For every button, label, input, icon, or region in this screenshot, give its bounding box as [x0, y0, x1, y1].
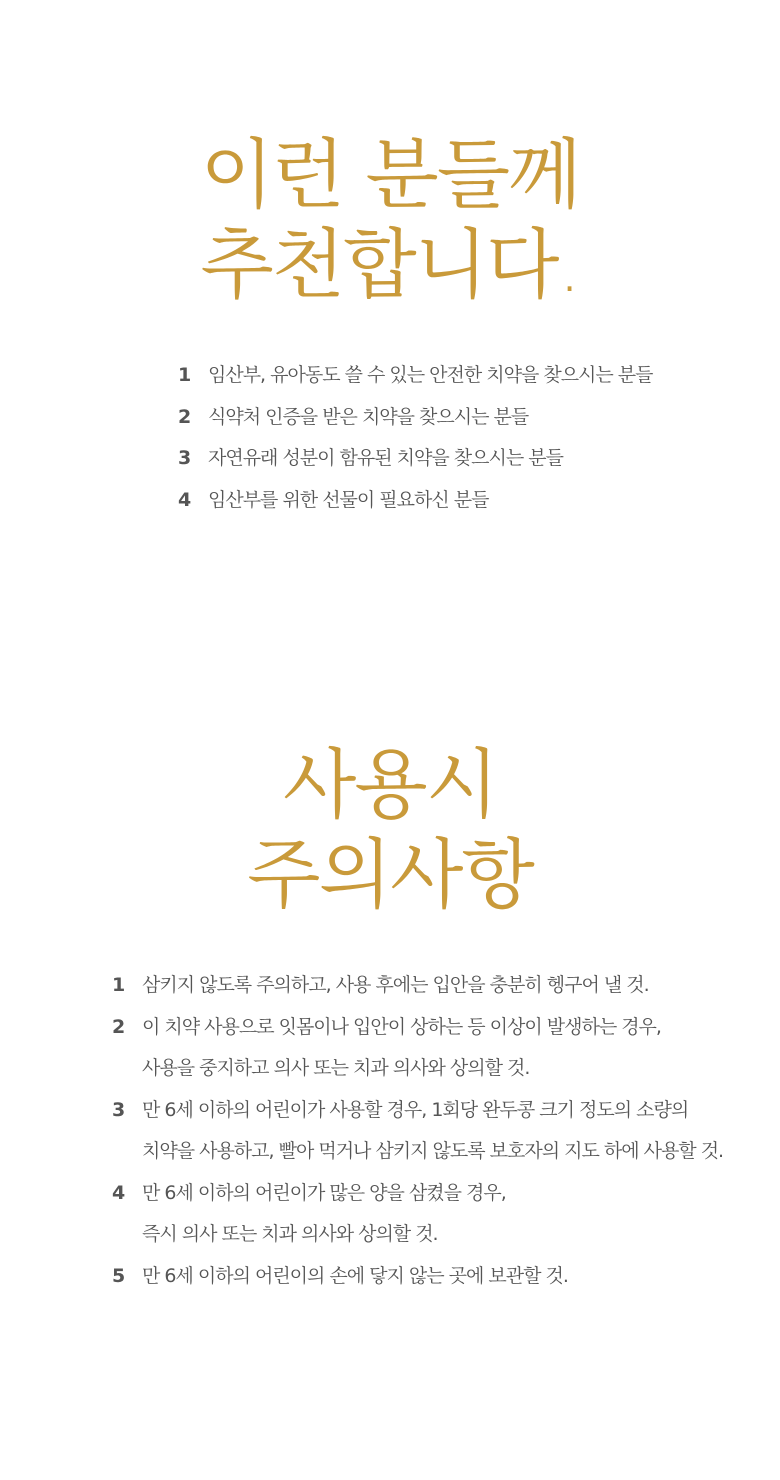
list-item	[178, 438, 738, 480]
caution-title-line: 주의사항	[247, 830, 533, 919]
item-text-line: 식약처 인증을 받은 치약을 찾으시는 분들	[208, 405, 529, 428]
item-number: 3	[178, 447, 191, 469]
list-item	[112, 1007, 762, 1090]
recommend-list	[178, 355, 738, 521]
item-text	[142, 1256, 762, 1298]
list-item	[178, 397, 738, 439]
item-text-line: 만 6세 이하의 어린이의 손에 닿지 않는 곳에 보관할 것.	[142, 1264, 568, 1287]
list-item	[178, 355, 738, 397]
item-number: 3	[112, 1098, 125, 1121]
item-number: 5	[112, 1264, 125, 1287]
list-item	[112, 1256, 762, 1298]
item-number: 2	[178, 405, 191, 428]
recommend-title-line: 추천합니다.	[200, 220, 580, 309]
item-text-line: 자연유래 성분이 함유된 치약을 찾으시는 분들	[208, 447, 563, 469]
list-item	[112, 965, 762, 1007]
item-text-line: 삼키지 않도록 주의하고, 사용 후에는 입안을 충분히 헹구어 낼 것.	[142, 974, 649, 996]
item-text-line: 만 6세 이하의 어린이가 사용할 경우, 1회당 완두콩 크기 정도의 소량의	[142, 1098, 689, 1121]
item-text	[142, 1090, 762, 1173]
item-text-line: 임산부, 유아동도 쓸 수 있는 안전한 치약을 찾으시는 분들	[208, 364, 653, 386]
item-text	[208, 480, 738, 522]
list-item	[178, 480, 738, 522]
item-text	[142, 1173, 762, 1256]
caution-list	[112, 965, 762, 1297]
recommend-section	[0, 130, 780, 511]
item-text-line: 임산부를 위한 선물이 필요하신 분들	[208, 488, 489, 511]
item-text-line: 이 치약 사용으로 잇몸이나 입안이 상하는 등 이상이 발생하는 경우,	[142, 1015, 661, 1038]
caution-section	[0, 740, 780, 1287]
list-item	[112, 1173, 762, 1256]
item-number: 1	[112, 974, 125, 996]
item-text-line: 만 6세 이하의 어린이가 많은 양을 삼켰을 경우,	[142, 1181, 506, 1204]
item-number: 2	[112, 1015, 125, 1038]
recommend-title-line: 이런 분들께	[200, 130, 580, 219]
item-text-line: 즉시 의사 또는 치과 의사와 상의할 것.	[142, 1223, 438, 1245]
item-number: 4	[178, 488, 191, 511]
item-number: 4	[112, 1181, 125, 1204]
item-text	[208, 355, 738, 397]
item-text	[208, 397, 738, 439]
caution-title-line: 사용시	[282, 740, 498, 829]
recommend-title	[0, 130, 780, 310]
item-text	[142, 965, 762, 1007]
caution-title	[0, 740, 780, 920]
item-text	[142, 1007, 762, 1090]
item-text-line: 사용을 중지하고 의사 또는 치과 의사와 상의할 것.	[142, 1057, 530, 1079]
item-text-line: 치약을 사용하고, 빨아 먹거나 삼키지 않도록 보호자의 지도 하에 사용할 것.	[142, 1140, 724, 1162]
item-text	[208, 438, 738, 480]
list-item	[112, 1090, 762, 1173]
item-number: 1	[178, 364, 191, 386]
